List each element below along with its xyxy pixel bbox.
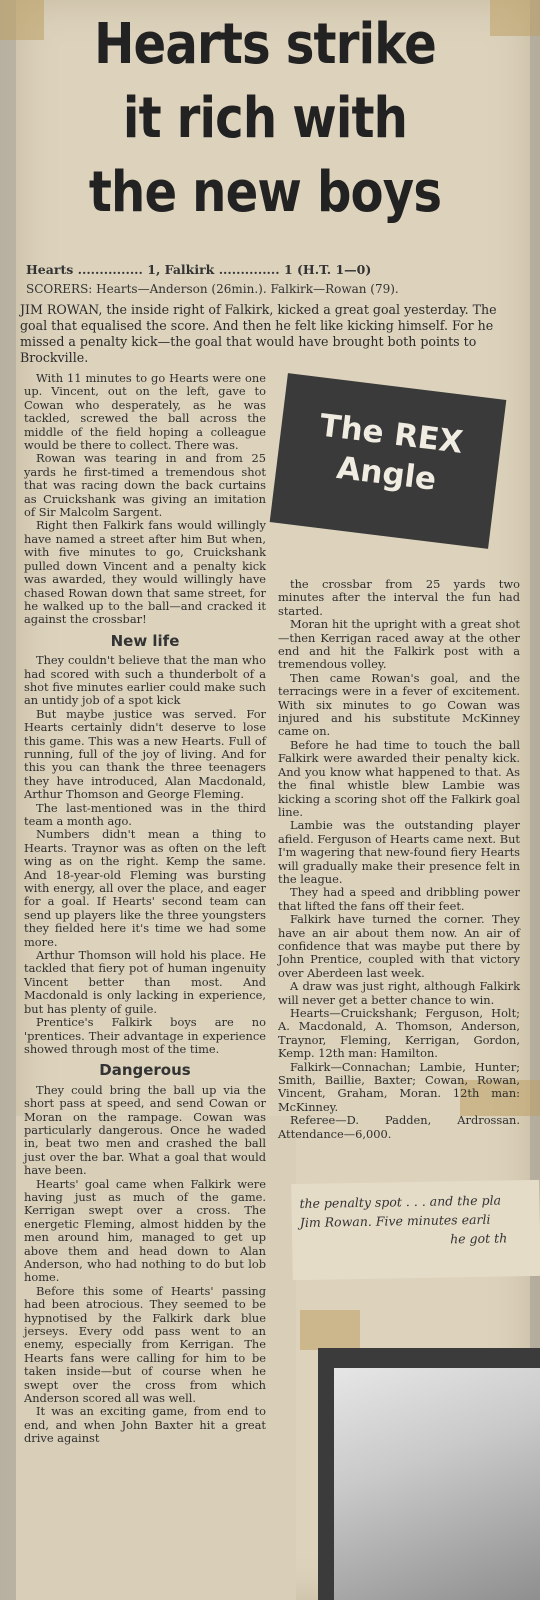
intro-paragraph: JIM ROWAN, the inside right of Falkirk, kicked a great goal yesterday. The goal that equalised the score. And then he felt like kicking himself. For he missed a penalty kick—the goal that would have brought both points to Brockville. — [20, 302, 497, 365]
article-paragraph: They had a speed and dribbling power that lifted the fans off their feet. — [278, 885, 520, 913]
article-paragraph: Hearts' goal came when Falkirk were having just as much of the game. Kerrigan swept over a cross. The energetic Fleming, almost hidden by the men around him, managed to get up above them and head down to Alan Anderson, who had nothing to do but lob home. — [24, 1176, 266, 1285]
score-line: Hearts ............... 1, Falkirk .............. 1 (H.T. 1—0) — [26, 262, 372, 277]
second-clipping-snippet — [291, 1180, 540, 1280]
article-paragraph: Right then Falkirk fans would willingly have named a street after him But when, with five minutes to go, Cruickshank pulled down Vincent and a penalty kick was awarded, they would willingly have chased Rowan down that same street, for he walked up to the ball—and cracked it against the crossbar! — [24, 518, 266, 627]
article-paragraph: Rowan was tearing in and from 25 yards he first-timed a tremendous shot that was racing down the back curtains as Cruickshank was giving an imitation of Sir Malcolm Sargent. — [24, 451, 266, 520]
photo-image — [334, 1368, 540, 1600]
photo-frame — [318, 1348, 540, 1600]
article-paragraph: Before he had time to touch the ball Falkirk were awarded their penalty kick. And you know what happened to that. As the final whistle blew Lambie was kicking a scoring shot off the Falkirk goal line. — [278, 737, 520, 819]
subheading-dangerous: Dangerous — [99, 1061, 191, 1080]
article-paragraph: Before this some of Hearts' passing had been atrocious. They seemed to be hypnotised by the Falkirk dark blue jerseys. Every odd pass went to an enemy, especially from Kerrigan. The Hearts fans were calling for him to be taken inside—but of course when he swept over the cross from which Anderson scored all was well. — [24, 1283, 266, 1406]
tape-top-left — [0, 0, 44, 40]
article-paragraph: With 11 minutes to go Hearts were one up. Vincent, out on the left, gave to Cowan who desperately, as he was tackled, screwed the ball across the middle of the field hoping a colleague would be there to collect. There was. — [24, 371, 266, 453]
rex-angle-box — [270, 373, 507, 549]
article-paragraph: But maybe justice was served. For Hearts certainly didn't deserve to lose this game. This was a new Hearts. Full of running, full of the joy of living. And for this you can thank the three teenagers they have introduced, Alan Macdonald, Arthur Thomson and George Fleming. — [24, 706, 266, 802]
team-lineup-hearts: Hearts—Cruickshank; Ferguson, Holt; A. Macdonald, A. Thomson, Anderson, Traynor, Fleming, Kerrigan, Gordon, Kemp. 12th man: Hamilton. — [278, 1006, 520, 1061]
headline-line: the new boys — [88, 160, 442, 225]
article-paragraph: The last-mentioned was in the third team a month ago. — [24, 800, 266, 828]
column-2 — [278, 578, 520, 1141]
article-paragraph: It was an exciting game, from end to end, and when John Baxter hit a great drive against — [24, 1404, 266, 1446]
article-paragraph: Numbers didn't mean a thing to Hearts. Traynor was as often on the left wing as on the right. Kemp the same. And 18-year-old Fleming was bursting with energy, all over the place, and eager for a goal. If Hearts' second team can send up players like the three youngsters they fielded here it's time we had some more. — [24, 827, 266, 949]
snippet-line: he got th — [450, 1230, 508, 1247]
article-paragraph: Arthur Thomson will hold his place. He tackled that fiery pot of human ingenuity Vincent better than most. And Macdonald is only lacking in experience, but has plenty of guile. — [24, 948, 266, 1016]
article-paragraph: Moran hit the upright with a great shot—then Kerrigan raced away at the other end and hit the Falkirk post with a tremendous volley. — [278, 617, 520, 672]
headline — [63, 8, 467, 230]
headline-line: it rich with — [122, 86, 408, 151]
tape-lower-right — [300, 1310, 360, 1350]
snippet-line: the penalty spot . . . and the pla — [299, 1192, 502, 1212]
referee-attendance: Referee—D. Padden, Ardrossan. Attendance—6,000. — [278, 1113, 520, 1141]
article-paragraph: Prentice's Falkirk boys are no 'prentices. Their advantage in experience showed through most of the time. — [24, 1015, 266, 1056]
article-paragraph: Lambie was the outstanding player afield. Ferguson of Hearts came next. But I'm wagering that new-found fiery Hearts will gradually make their presence felt in the league. — [278, 818, 520, 886]
rex-box-line: Angle — [334, 449, 439, 498]
article-paragraph: They couldn't believe that the man who had scored with such a thunderbolt of a shot five minutes earlier could make such an untidy job of a spot kick — [24, 653, 266, 708]
article-paragraph: Falkirk have turned the corner. They have an air about them now. An air of confidence that was maybe put there by John Prentice, coupled with that victory over Aberdeen last week. — [278, 912, 520, 980]
tape-top-right — [490, 0, 540, 36]
article-paragraph: Then came Rowan's goal, and the terracings were in a fever of excitement. With six minutes to go Cowan was injured and his substitute McKinney came on. — [278, 670, 520, 739]
scorers-line: SCORERS: Hearts—Anderson (26min.). Falkirk—Rowan (79). — [26, 282, 399, 296]
snippet-line: Jim Rowan. Five minutes earli — [299, 1211, 491, 1231]
subheading-new-life: New life — [110, 631, 180, 650]
article-paragraph: They could bring the ball up via the short pass at speed, and send Cowan or Moran on the rampage. Cowan was particularly dangerous. Once he waded in, beat two men and crashed the ball just over the bar. What a goal that would have been. — [24, 1082, 266, 1178]
column-1-upper — [24, 372, 266, 1446]
headline-line: Hearts strike — [94, 12, 436, 77]
rex-box-line: The REX — [317, 407, 465, 461]
article-paragraph: A draw was just right, although Falkirk will never get a better chance to win. — [278, 979, 520, 1007]
team-lineup-falkirk: Falkirk—Connachan; Lambie, Hunter; Smith, Baillie, Baxter; Cowan, Rowan, Vincent, Graham, Moran. 12th man: McKinney. — [278, 1059, 520, 1114]
article-paragraph: the crossbar from 25 yards two minutes after the interval the fun had started. — [278, 577, 520, 618]
